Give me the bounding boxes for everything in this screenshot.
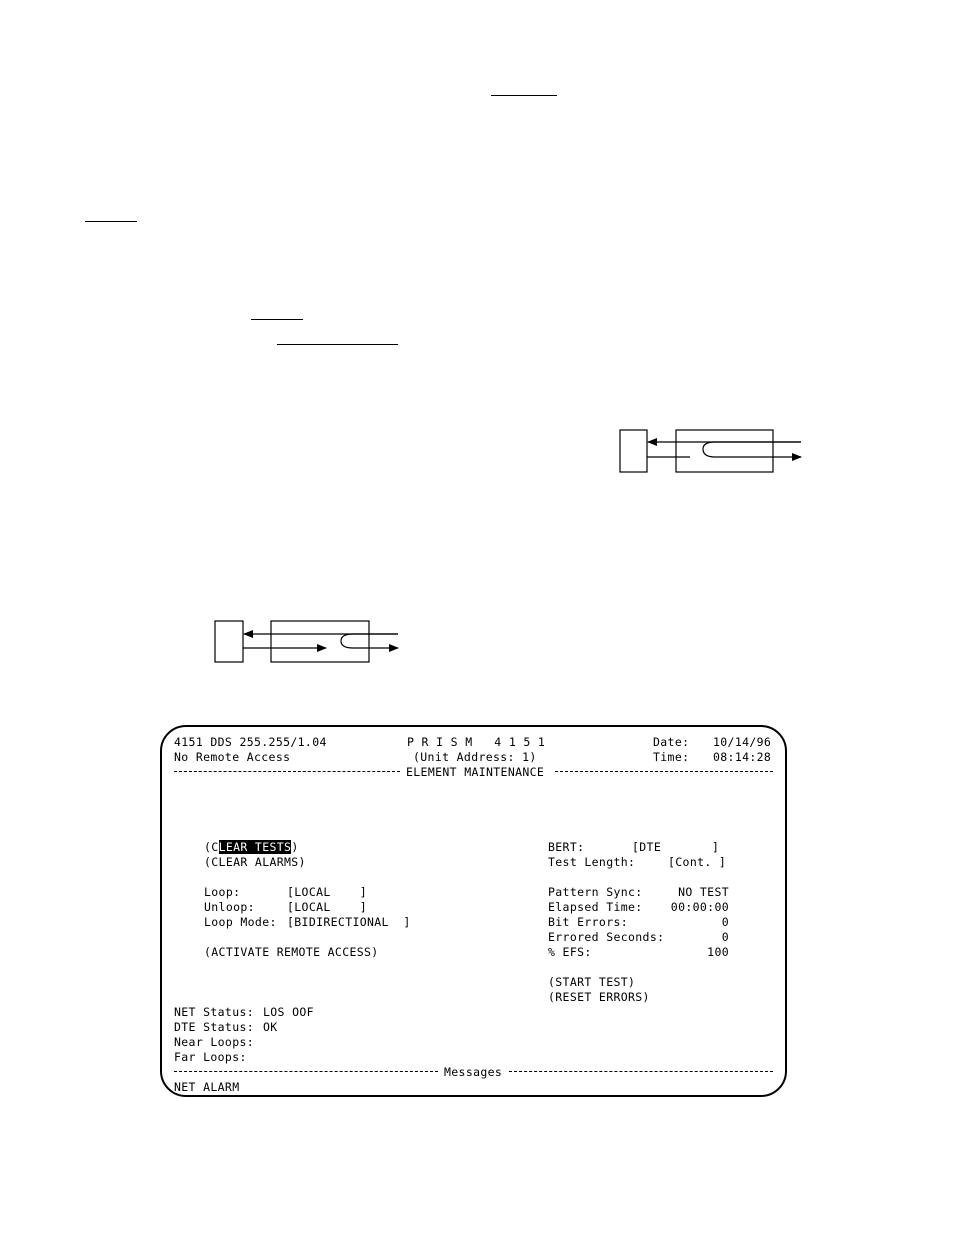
date-value: 10/14/96 xyxy=(713,735,772,749)
terminal-screen xyxy=(160,725,787,1097)
activate-remote-access-button[interactable]: (ACTIVATE REMOTE ACCESS) xyxy=(204,945,379,959)
underline-2 xyxy=(85,221,137,222)
time-value: 08:14:28 xyxy=(713,750,772,764)
page-title: ELEMENT MAINTENANCE xyxy=(406,765,545,779)
loopback-diagram-left xyxy=(211,616,406,668)
unit-address: (Unit Address: 1) xyxy=(413,750,537,764)
underline-3 xyxy=(251,319,303,320)
errored-seconds-label: Errored Seconds: xyxy=(548,930,665,944)
unit-box xyxy=(271,621,369,662)
time-label: Time: xyxy=(653,750,690,764)
far-loops-label: Far Loops: xyxy=(174,1050,247,1064)
near-loops-label: Near Loops: xyxy=(174,1035,255,1049)
separator-left xyxy=(174,771,400,772)
loop-mode-field[interactable]: [BIDIRECTIONAL ] xyxy=(287,915,411,929)
clear-tests-button[interactable]: (CLEAR TESTS) xyxy=(204,840,299,854)
loopback-diagram-right xyxy=(615,425,810,477)
messages-separator-right xyxy=(509,1071,773,1072)
dte-status-value: OK xyxy=(263,1020,278,1034)
messages-separator-left xyxy=(174,1071,438,1072)
pattern-sync-value: NO TEST xyxy=(678,885,729,899)
test-length-label: Test Length: xyxy=(548,855,636,869)
errored-seconds-value: 0 xyxy=(721,930,729,944)
pattern-sync-label: Pattern Sync: xyxy=(548,885,643,899)
message-line: NET ALARM xyxy=(174,1080,240,1094)
bit-errors-label: Bit Errors: xyxy=(548,915,629,929)
underline-1 xyxy=(491,95,557,96)
unloop-label: Unloop: xyxy=(204,900,255,914)
unloop-field[interactable]: [LOCAL ] xyxy=(287,900,368,914)
product-title: P R I S M 4 1 5 1 xyxy=(407,735,546,749)
efs-value: 100 xyxy=(707,945,729,959)
net-status-label: NET Status: xyxy=(174,1005,255,1019)
messages-heading: Messages xyxy=(444,1065,503,1079)
test-length-field[interactable]: [Cont. ] xyxy=(668,855,727,869)
device-id: 4151 DDS 255.255/1.04 xyxy=(174,735,327,749)
date-label: Date: xyxy=(653,735,690,749)
unit-box xyxy=(676,430,773,472)
bert-label: BERT: xyxy=(548,840,585,854)
reset-errors-button[interactable]: (RESET ERRORS) xyxy=(548,990,650,1004)
loop-label: Loop: xyxy=(204,885,241,899)
terminal-box xyxy=(620,430,647,472)
net-status-value: LOS OOF xyxy=(263,1005,314,1019)
elapsed-time-value: 00:00:00 xyxy=(670,900,729,914)
separator-right xyxy=(555,771,773,772)
start-test-button[interactable]: (START TEST) xyxy=(548,975,636,989)
underline-4 xyxy=(277,344,398,345)
elapsed-time-label: Elapsed Time: xyxy=(548,900,643,914)
bert-field[interactable]: [DTE ] xyxy=(632,840,720,854)
remote-access-status: No Remote Access xyxy=(174,750,291,764)
bit-errors-value: 0 xyxy=(721,915,729,929)
loop-mode-label: Loop Mode: xyxy=(204,915,277,929)
cursor-highlight: LEAR TESTS xyxy=(218,840,292,854)
clear-alarms-button[interactable]: (CLEAR ALARMS) xyxy=(204,855,306,869)
efs-label: % EFS: xyxy=(548,945,592,959)
terminal-box xyxy=(215,621,243,662)
loop-field[interactable]: [LOCAL ] xyxy=(287,885,368,899)
dte-status-label: DTE Status: xyxy=(174,1020,255,1034)
